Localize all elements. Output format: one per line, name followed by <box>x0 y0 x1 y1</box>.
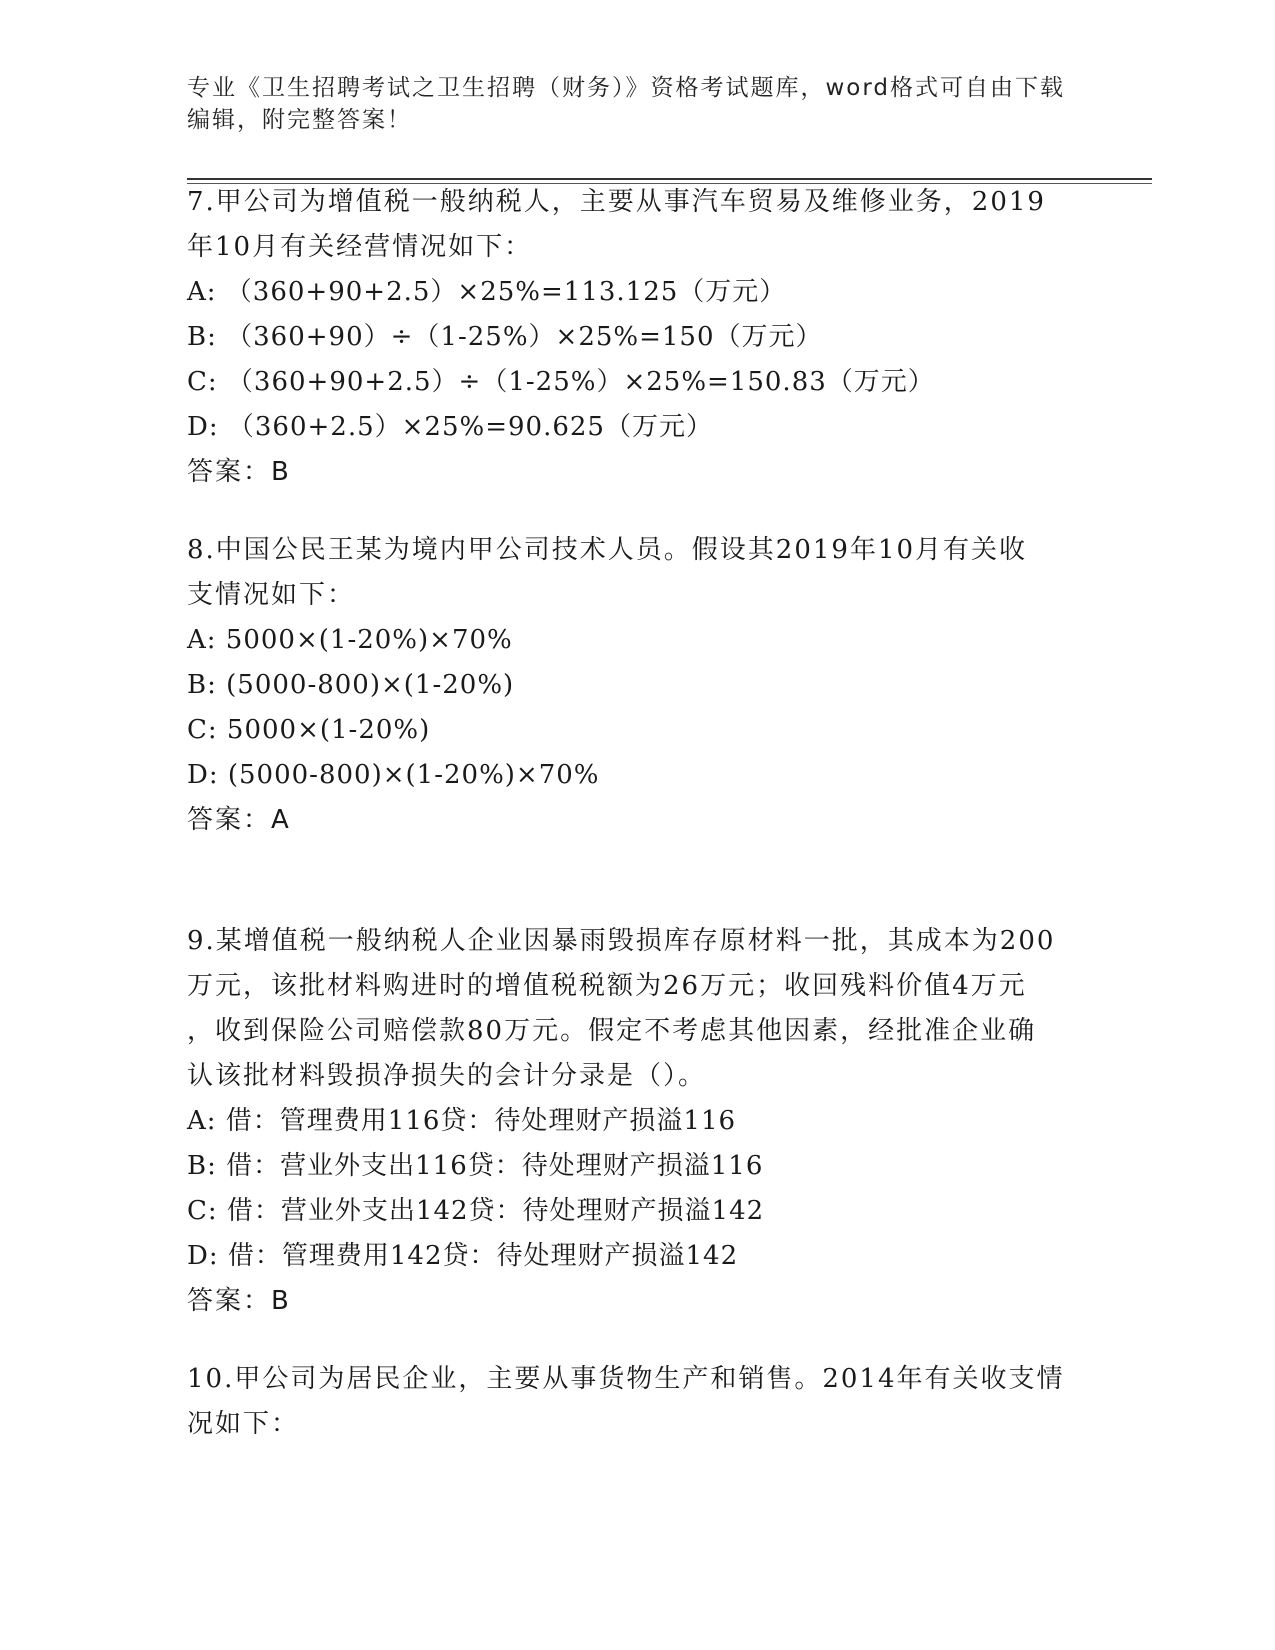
question-stem-line: 年10月有关经营情况如下： <box>187 232 533 262</box>
answer-text: 答案：B <box>187 1286 291 1316</box>
question-9 <box>187 919 1087 1324</box>
option-d: D: 借：管理费用142贷：待处理财产损溢142 <box>187 1241 739 1271</box>
question-7 <box>187 180 1087 495</box>
header-line-2: 编辑，附完整答案！ <box>187 107 412 133</box>
option-b: B: 借：营业外支出116贷：待处理财产损溢116 <box>187 1151 764 1181</box>
option-b: B: （360+90）÷（1-25%）×25%=150（万元） <box>187 322 823 352</box>
answer-text: 答案：A <box>187 805 291 835</box>
option-a: A: 5000×(1-20%)×70% <box>187 625 513 655</box>
answer-text: 答案：B <box>187 457 291 487</box>
question-stem-line: ，收到保险公司赔偿款80万元。假定不考虑其他因素，经批准企业确 <box>187 1016 1037 1046</box>
question-stem-line: 况如下： <box>187 1409 300 1439</box>
question-10 <box>187 1357 1087 1447</box>
question-stem-line: 7.甲公司为增值税一般纳税人，主要从事汽车贸易及维修业务，2019 <box>187 187 1046 217</box>
header-line-1: 专业《卫生招聘考试之卫生招聘（财务）》资格考试题库，word格式可自由下载 <box>187 75 1066 101</box>
option-c: C: 5000×(1-20%) <box>187 715 431 745</box>
question-stem-line: 8.中国公民王某为境内甲公司技术人员。假设其2019年10月有关收 <box>187 535 1028 565</box>
document-header <box>187 72 1087 136</box>
question-8 <box>187 528 1087 843</box>
question-stem-line: 10.甲公司为居民企业，主要从事货物生产和销售。2014年有关收支情 <box>187 1364 1065 1394</box>
question-stem-line: 支情况如下： <box>187 580 356 610</box>
question-stem-line: 万元，该批材料购进时的增值税税额为26万元；收回残料价值4万元 <box>187 971 1027 1001</box>
option-a: A: （360+90+2.5）×25%=113.125（万元） <box>187 277 787 307</box>
question-stem-line: 9.某增值税一般纳税人企业因暴雨毁损库存原材料一批，其成本为200 <box>187 926 1056 956</box>
option-a: A: 借：管理费用116贷：待处理财产损溢116 <box>187 1106 737 1136</box>
option-d: D: （360+2.5）×25%=90.625（万元） <box>187 412 713 442</box>
option-c: C: （360+90+2.5）÷（1-25%）×25%=150.83（万元） <box>187 367 935 397</box>
option-c: C: 借：营业外支出142贷：待处理财产损溢142 <box>187 1196 765 1226</box>
option-d: D: (5000-800)×(1-20%)×70% <box>187 760 600 790</box>
question-stem-line: 认该批材料毁损净损失的会计分录是（）。 <box>187 1061 707 1091</box>
option-b: B: (5000-800)×(1-20%) <box>187 670 515 700</box>
